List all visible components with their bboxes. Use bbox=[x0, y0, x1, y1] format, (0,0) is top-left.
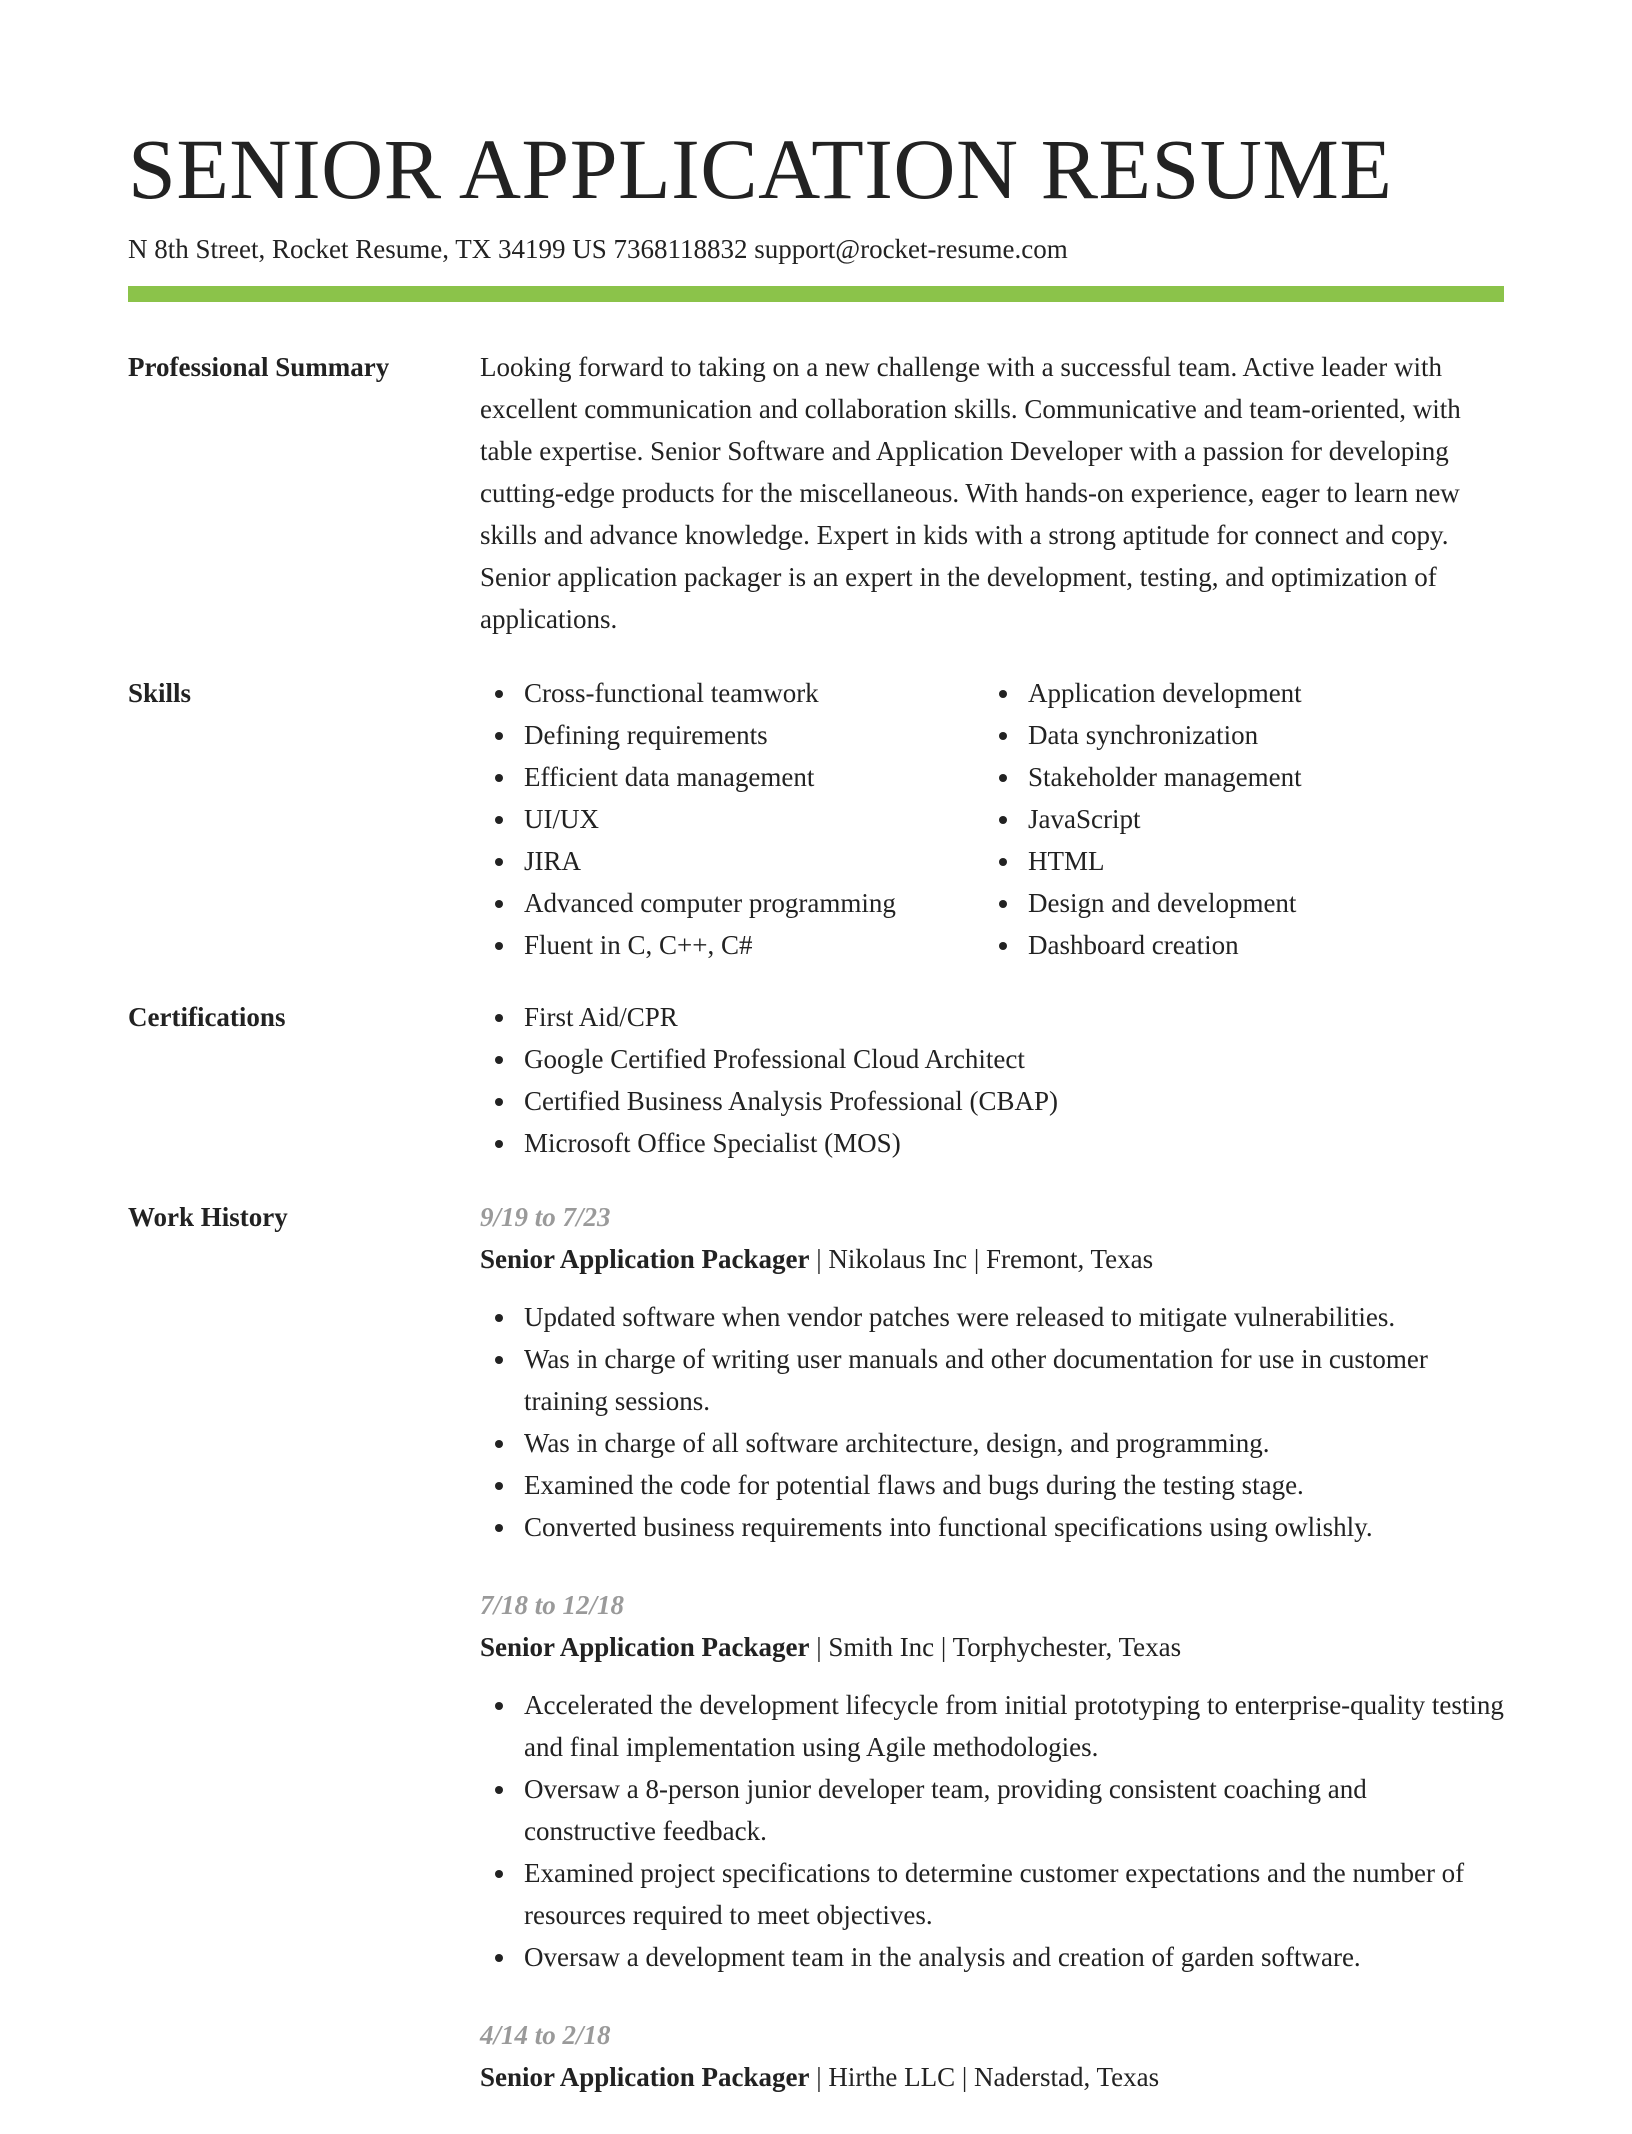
skill-item: Advanced computer programming bbox=[480, 882, 984, 924]
bullet-icon bbox=[495, 690, 503, 698]
job-heading bbox=[480, 1626, 1504, 1668]
certification-item: First Aid/CPR bbox=[480, 996, 1504, 1038]
certifications-label: Certifications bbox=[128, 1002, 286, 1032]
skill-item: UI/UX bbox=[480, 798, 984, 840]
skill-item: Cross-functional teamwork bbox=[480, 672, 984, 714]
bullet-icon bbox=[495, 1098, 503, 1106]
bullet-icon bbox=[495, 1356, 503, 1364]
bullet-icon bbox=[495, 1524, 503, 1532]
job-title: Senior Application Packager bbox=[480, 2062, 810, 2092]
bullet-icon bbox=[495, 1140, 503, 1148]
job-dates: 9/19 to 7/23 bbox=[480, 1202, 611, 1232]
job-dates: 4/14 to 2/18 bbox=[480, 2020, 611, 2050]
job-dates: 7/18 to 12/18 bbox=[480, 1590, 625, 1620]
skill-item: Data synchronization bbox=[984, 714, 1488, 756]
bullet-icon bbox=[495, 1440, 503, 1448]
bullet-icon bbox=[495, 1870, 503, 1878]
skill-item: Efficient data management bbox=[480, 756, 984, 798]
job-bullet: Was in charge of writing user manuals and other documentation for use in customer training sessions. bbox=[480, 1338, 1504, 1422]
skill-item: Design and development bbox=[984, 882, 1488, 924]
bullet-icon bbox=[495, 900, 503, 908]
resume-title: SENIOR APPLICATION RESUME bbox=[128, 121, 1393, 217]
skill-item: Defining requirements bbox=[480, 714, 984, 756]
job-bullet: Oversaw a development team in the analysis and creation of garden software. bbox=[480, 1936, 1504, 1978]
skills-right-list bbox=[984, 672, 1488, 966]
certifications-list bbox=[480, 996, 1504, 1164]
job-entry bbox=[480, 1196, 1504, 1548]
bullet-icon bbox=[999, 942, 1007, 950]
bullet-icon bbox=[495, 1954, 503, 1962]
job-heading bbox=[480, 2056, 1504, 2098]
job-bullet: Oversaw a 8-person junior developer team, providing consistent coaching and constructive feedback. bbox=[480, 1768, 1504, 1852]
certification-item: Certified Business Analysis Professional (CBAP) bbox=[480, 1080, 1504, 1122]
bullet-icon bbox=[495, 1056, 503, 1064]
summary-text: Looking forward to taking on a new challenge with a successful team. Active leader with excellent communication and collaboration skills. Communicative and team-oriented, with table expertise. Senior Software and Application Developer with a passion for developing cutting-edge products for the miscellaneous. With hands-on experience, eager to learn new skills and advance knowledge. Expert in kids with a strong aptitude for connect and copy. Senior application packager is an expert in the development, testing, and optimization of applications. bbox=[480, 352, 1461, 634]
bullet-icon bbox=[495, 942, 503, 950]
certification-item: Google Certified Professional Cloud Architect bbox=[480, 1038, 1504, 1080]
bullet-icon bbox=[999, 732, 1007, 740]
summary-label: Professional Summary bbox=[128, 352, 390, 382]
bullet-icon bbox=[495, 732, 503, 740]
job-bullet: Converted business requirements into functional specifications using owlishly. bbox=[480, 1506, 1504, 1548]
job-bullets bbox=[480, 1296, 1504, 1548]
bullet-icon bbox=[495, 1314, 503, 1322]
skills-label: Skills bbox=[128, 678, 192, 708]
job-title: Senior Application Packager bbox=[480, 1632, 810, 1662]
bullet-icon bbox=[999, 774, 1007, 782]
bullet-icon bbox=[999, 816, 1007, 824]
job-title: Senior Application Packager bbox=[480, 1244, 810, 1274]
bullet-icon bbox=[999, 900, 1007, 908]
certification-item: Microsoft Office Specialist (MOS) bbox=[480, 1122, 1504, 1164]
skill-item: Stakeholder management bbox=[984, 756, 1488, 798]
bullet-icon bbox=[495, 1482, 503, 1490]
job-bullet: Updated software when vendor patches were released to mitigate vulnerabilities. bbox=[480, 1296, 1504, 1338]
bullet-icon bbox=[495, 1702, 503, 1710]
skill-item: JIRA bbox=[480, 840, 984, 882]
bullet-icon bbox=[495, 1014, 503, 1022]
bullet-icon bbox=[495, 774, 503, 782]
accent-rule bbox=[128, 286, 1504, 302]
job-heading bbox=[480, 1238, 1504, 1280]
job-details: | Smith Inc | Torphychester, Texas bbox=[809, 1632, 1182, 1662]
skill-item: HTML bbox=[984, 840, 1488, 882]
bullet-icon bbox=[495, 816, 503, 824]
bullet-icon bbox=[495, 1786, 503, 1794]
skill-item: Application development bbox=[984, 672, 1488, 714]
job-entry bbox=[480, 1584, 1504, 1978]
work-history-label: Work History bbox=[128, 1202, 288, 1232]
job-bullet: Examined project specifications to determine customer expectations and the number of resources required to meet objectives. bbox=[480, 1852, 1504, 1936]
bullet-icon bbox=[999, 690, 1007, 698]
job-entry bbox=[480, 2014, 1504, 2098]
job-bullet: Examined the code for potential flaws and bugs during the testing stage. bbox=[480, 1464, 1504, 1506]
job-bullet: Accelerated the development lifecycle from initial prototyping to enterprise-quality testing and final implementation using Agile methodologies. bbox=[480, 1684, 1504, 1768]
contact-line: N 8th Street, Rocket Resume, TX 34199 US 7368118832 support@rocket-resume.com bbox=[128, 234, 1068, 264]
job-details: | Nikolaus Inc | Fremont, Texas bbox=[809, 1244, 1154, 1274]
skill-item: Fluent in C, C++, C# bbox=[480, 924, 984, 966]
skills-left-list bbox=[480, 672, 984, 966]
job-details: | Hirthe LLC | Naderstad, Texas bbox=[809, 2062, 1160, 2092]
job-bullet: Was in charge of all software architecture, design, and programming. bbox=[480, 1422, 1504, 1464]
job-bullets bbox=[480, 1684, 1504, 1978]
bullet-icon bbox=[999, 858, 1007, 866]
bullet-icon bbox=[495, 858, 503, 866]
skill-item: Dashboard creation bbox=[984, 924, 1488, 966]
skill-item: JavaScript bbox=[984, 798, 1488, 840]
